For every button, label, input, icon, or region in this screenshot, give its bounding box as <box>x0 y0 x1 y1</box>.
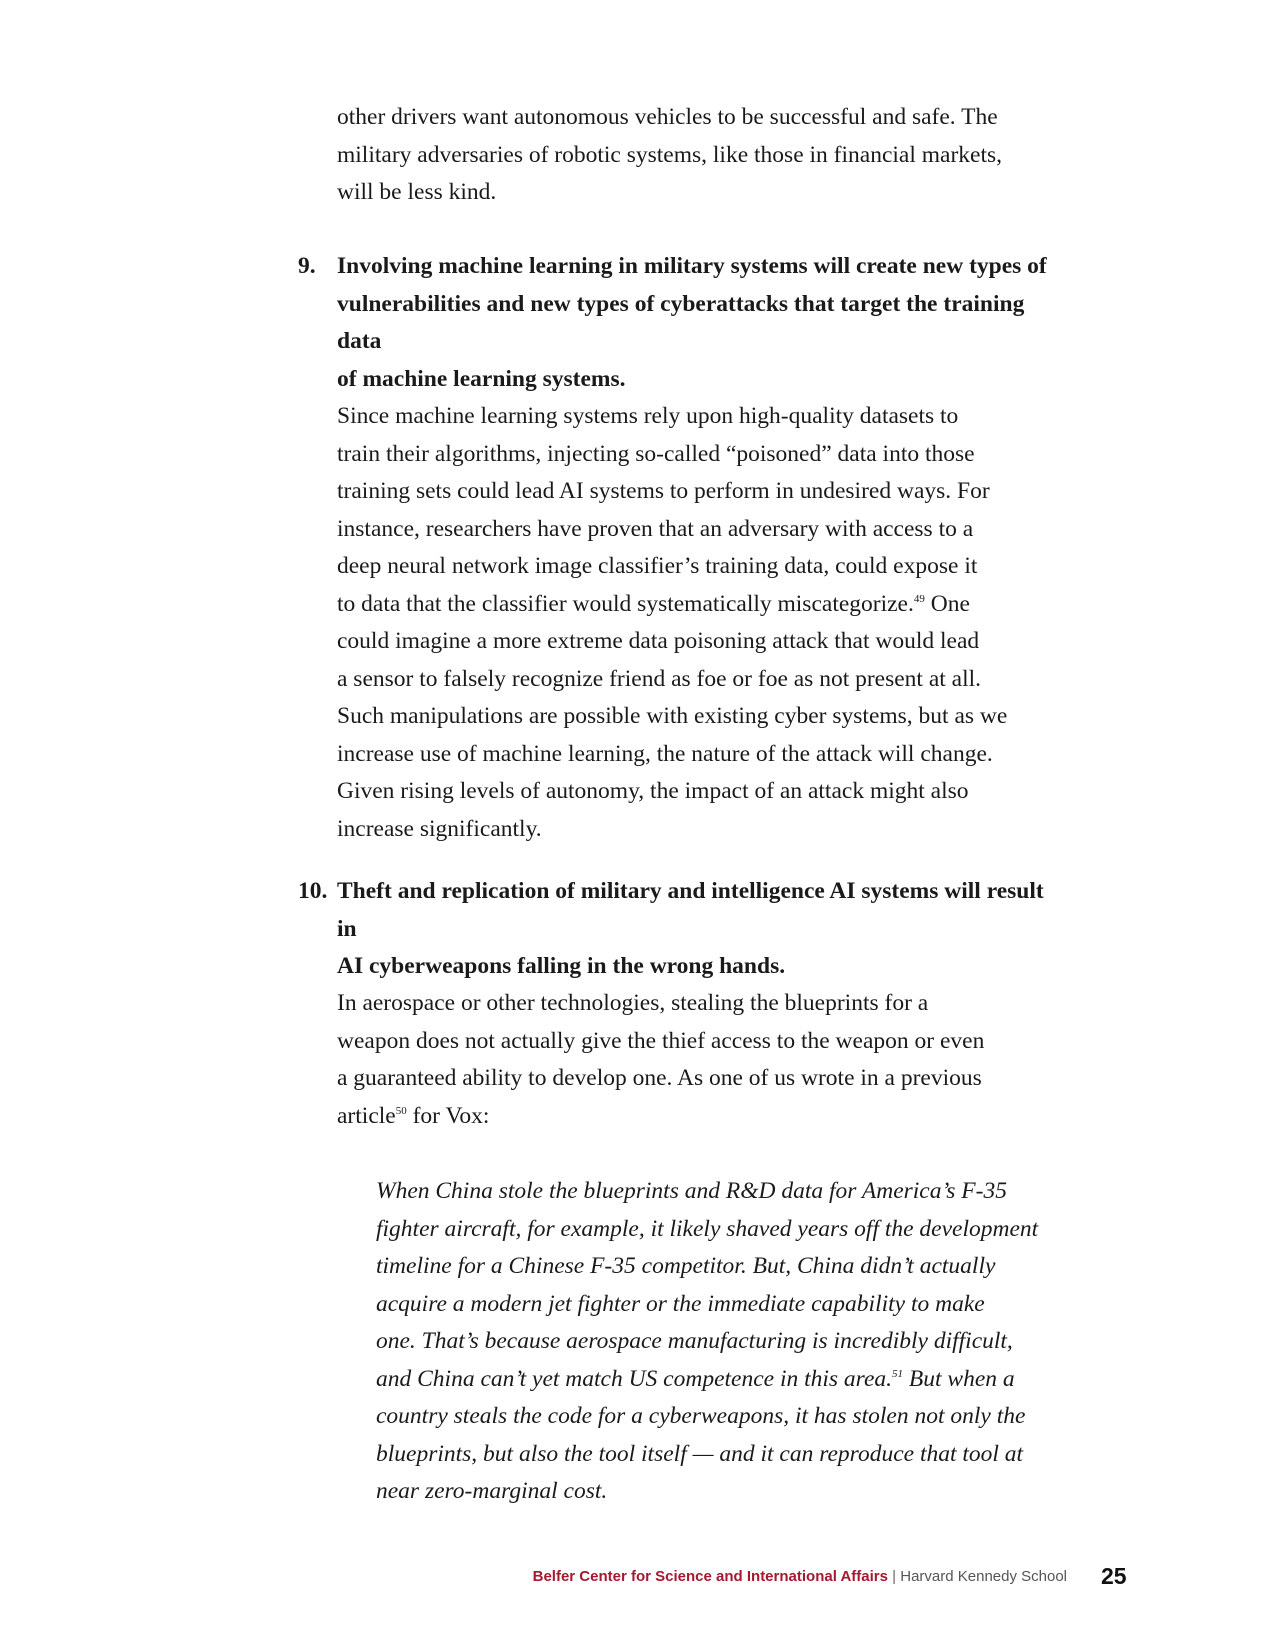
quote-line: fighter aircraft, for example, it likely shaved years off the development <box>376 1215 1039 1242</box>
footer-school: Harvard Kennedy School <box>900 1568 1067 1585</box>
text-line: military adversaries of robotic systems, like those in financial markets, <box>337 141 1002 168</box>
text-line: deep neural network image classifier’s training data, could expose it <box>337 553 978 579</box>
heading-line: Involving machine learning in military systems will create new types of <box>337 253 1047 279</box>
text-line <box>337 586 1059 624</box>
heading-line: AI cyberweapons falling in the wrong hands. <box>337 953 786 979</box>
quote-line <box>376 1361 1066 1399</box>
quote-line: acquire a modern jet fighter or the immediate capability to make <box>376 1290 985 1317</box>
item-10-heading <box>337 873 1059 986</box>
quote-line: one. That’s because aerospace manufacturing is incredibly difficult, <box>376 1328 1013 1354</box>
text-line: will be less kind. <box>337 179 497 205</box>
item-10-body <box>337 985 1059 1135</box>
text-line: other drivers want autonomous vehicles to be successful and safe. The <box>337 104 998 130</box>
text-line <box>337 1098 1059 1136</box>
intro-paragraph <box>337 99 1059 212</box>
quote-line: When China stole the blueprints and R&D data for America’s F-35 <box>376 1178 1007 1204</box>
quote-line: blueprints, but also the tool itself — and it can reproduce that tool at <box>376 1440 1024 1467</box>
text-line: Given rising levels of autonomy, the impact of an attack might also <box>337 778 969 804</box>
item-9-body <box>337 398 1059 848</box>
text-span: One <box>924 590 970 617</box>
heading-line: of machine learning systems. <box>337 365 626 392</box>
text-line: a guaranteed ability to develop one. As one of us wrote in a previous <box>337 1065 982 1091</box>
footnote-49[interactable]: 49 <box>913 592 925 605</box>
text-line: training sets could lead AI systems to perform in undesired ways. For <box>337 478 990 504</box>
text-line: increase significantly. <box>337 815 542 842</box>
text-line: In aerospace or other technologies, stealing the blueprints for a <box>337 990 929 1016</box>
quote-line: near zero-marginal cost. <box>376 1478 608 1504</box>
text-line: weapon does not actually give the thief access to the weapon or even <box>337 1027 985 1054</box>
quote-line: timeline for a Chinese F-35 competitor. But, China didn’t actually <box>376 1253 996 1279</box>
text-span: for Vox: <box>406 1102 490 1129</box>
footer-org-name: Belfer Center for Science and International Affairs <box>532 1568 888 1585</box>
item-9-heading <box>337 248 1059 398</box>
text-span: to data that the classifier would systematically miscategorize. <box>337 590 914 617</box>
footer-publisher <box>533 1568 1067 1585</box>
text-line: instance, researchers have proven that an adversary with access to a <box>337 515 974 542</box>
quote-line: country steals the code for a cyberweapons, it has stolen not only the <box>376 1403 1026 1429</box>
page-number: 25 <box>1101 1563 1127 1589</box>
text-line: Since machine learning systems rely upon high-quality datasets to <box>337 403 959 429</box>
text-line: a sensor to falsely recognize friend as foe or foe as not present at all. <box>337 665 982 692</box>
text-line: increase use of machine learning, the nature of the attack will change. <box>337 740 993 767</box>
block-quote <box>376 1173 1066 1511</box>
footer-separator: | <box>888 1568 901 1585</box>
text-span: and China can’t yet match US competence in this area. <box>376 1365 893 1392</box>
text-span: But when a <box>903 1365 1015 1392</box>
text-line: train their algorithms, injecting so-called “poisoned” data into those <box>337 440 975 467</box>
text-span: article <box>337 1102 396 1129</box>
heading-line: vulnerabilities and new types of cyberattacks that target the training data <box>337 290 1025 354</box>
item-10-number: 10. <box>298 878 328 904</box>
text-line: could imagine a more extreme data poisoning attack that would lead <box>337 628 980 654</box>
footnote-50[interactable]: 50 <box>395 1104 407 1117</box>
page-footer <box>0 1563 1275 1593</box>
footnote-51[interactable]: 51 <box>892 1367 904 1380</box>
text-line: Such manipulations are possible with existing cyber systems, but as we <box>337 703 1008 729</box>
item-9-number: 9. <box>298 253 316 279</box>
heading-line: Theft and replication of military and intelligence AI systems will result in <box>337 878 1044 942</box>
